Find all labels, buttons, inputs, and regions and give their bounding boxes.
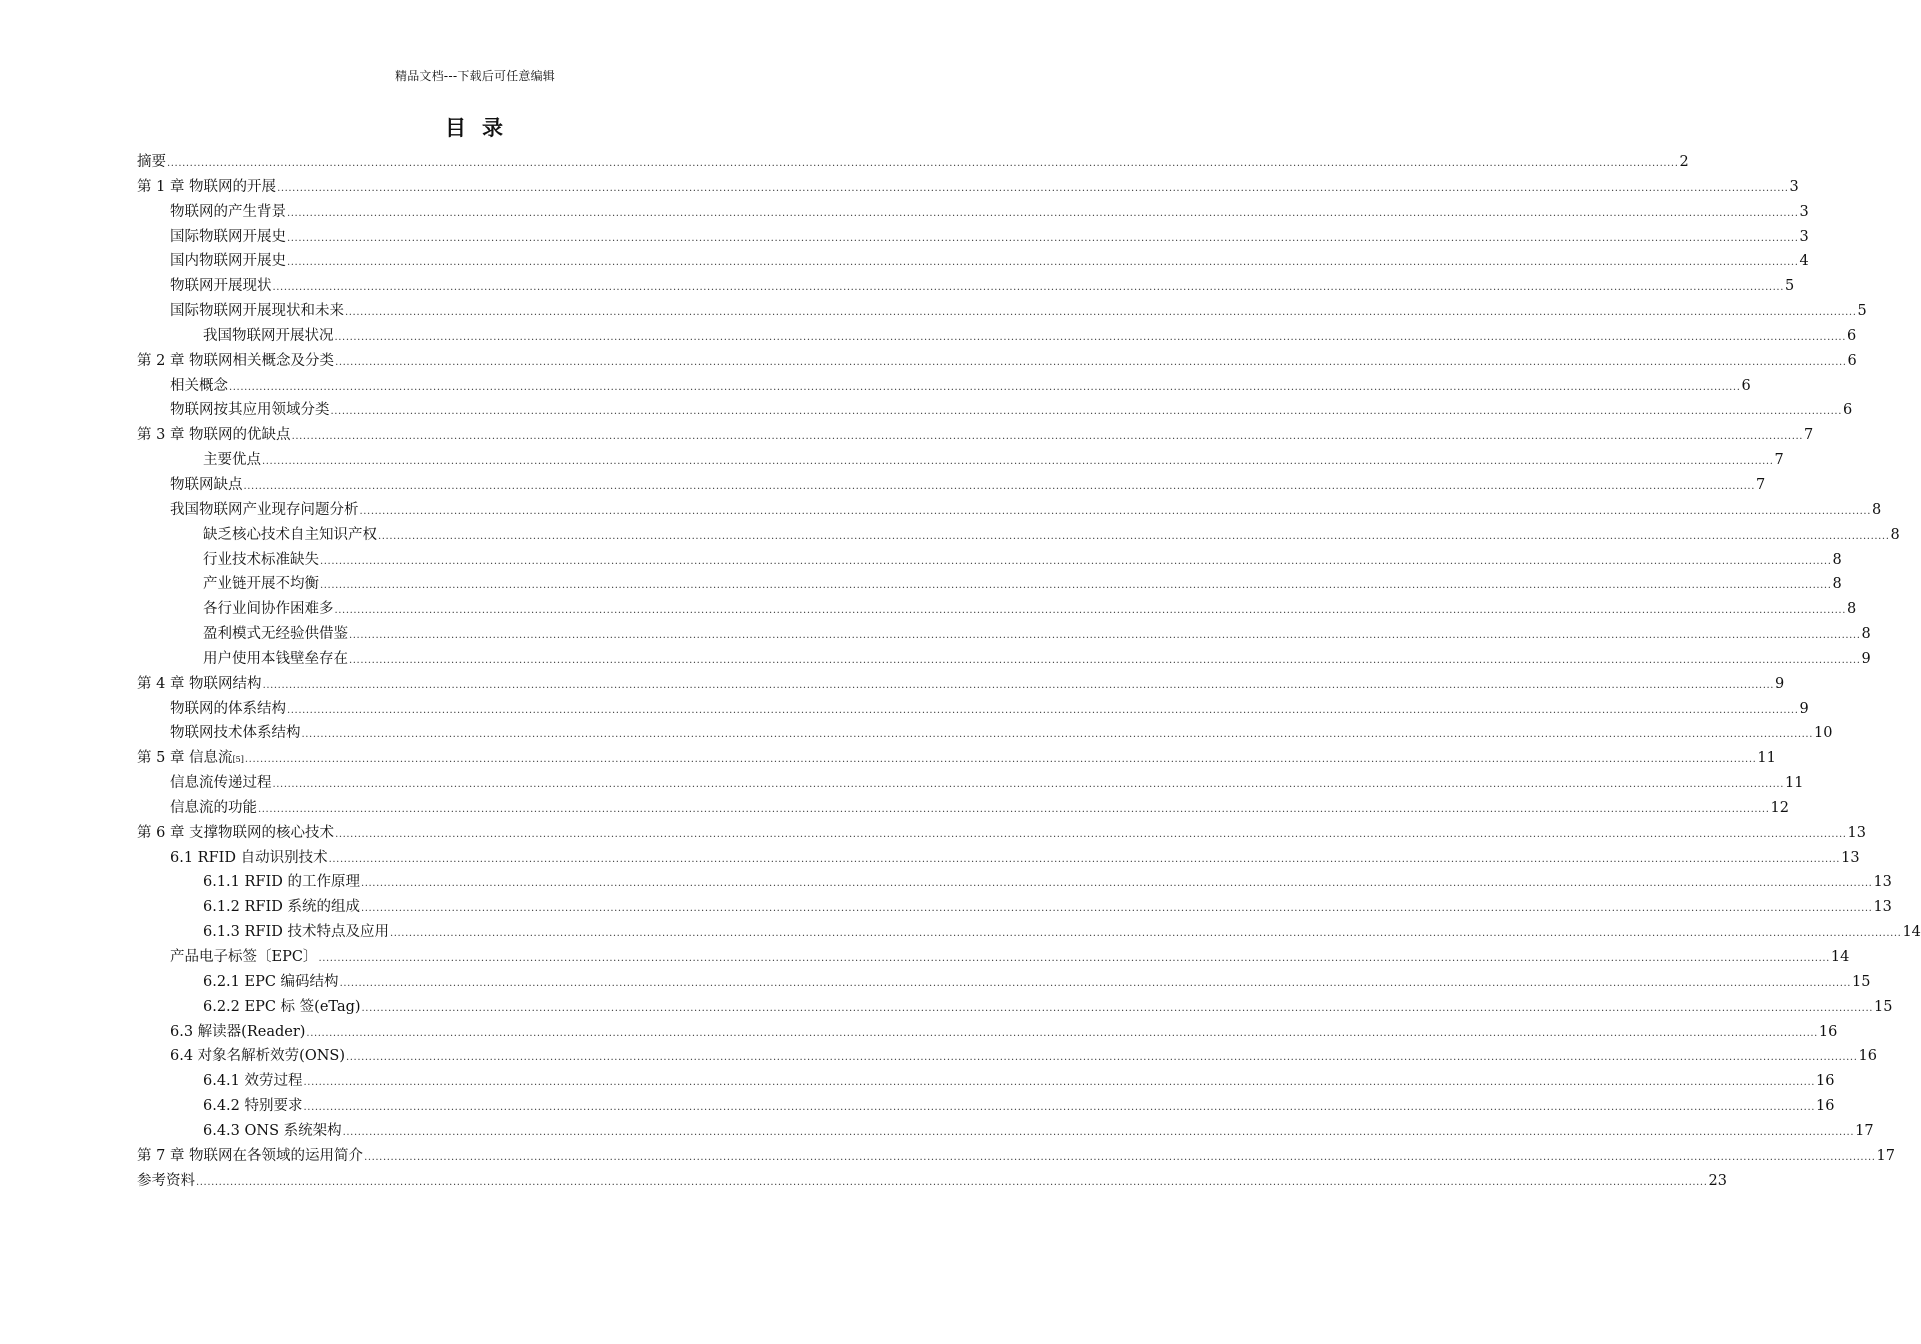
toc-entry-page-number: 8 [1861, 626, 1871, 643]
toc-entry-label: 物联网的体系结构 [170, 700, 286, 717]
toc-entry-label: 6.1.1 RFID 的工作原理 [203, 874, 360, 891]
dot-leader: ................................................................................................................................................................................................................................................................................................................................................................................................................ [243, 480, 1755, 492]
toc-entry-label: 用户使用本钱壁垒存在 [203, 650, 348, 667]
toc-entry-page-number: 16 [1818, 1023, 1838, 1040]
dot-leader: ................................................................................................................................................................................................................................................................................................................................................................................................................ [287, 257, 1799, 269]
toc-entry-page-number: 11 [1784, 775, 1804, 792]
dot-leader: ................................................................................................................................................................................................................................................................................................................................................................................................................ [328, 853, 1841, 865]
dot-leader: ................................................................................................................................................................................................................................................................................................................................................................................................................ [244, 754, 1757, 766]
toc-entry[interactable] [137, 622, 1871, 647]
toc-entry-page-number: 13 [1873, 874, 1892, 891]
toc-entry[interactable] [137, 970, 1871, 995]
toc-entry[interactable] [137, 697, 1809, 722]
dot-leader: ................................................................................................................................................................................................................................................................................................................................................................................................................ [262, 679, 1775, 691]
title-part-2: 录 [482, 116, 505, 140]
dot-leader: ................................................................................................................................................................................................................................................................................................................................................................................................................ [262, 456, 1774, 468]
toc-entry-page-number: 23 [1708, 1172, 1727, 1189]
toc-entry-label: 6.3 解读器(Reader) [170, 1023, 306, 1040]
dot-leader: ................................................................................................................................................................................................................................................................................................................................................................................................................ [360, 903, 1873, 915]
toc-entry-label: 相关概念 [170, 377, 228, 394]
toc-entry-label: 6.1 RFID 自动识别技术 [170, 849, 328, 866]
toc-entry-label: 6.4.2 特别要求 [203, 1098, 303, 1115]
toc-entry-label: 物联网的产生背景 [170, 203, 286, 220]
toc-entry-label: 6.2.2 EPC 标 签(eTag) [203, 998, 361, 1015]
toc-entry[interactable] [137, 473, 1766, 498]
toc-entry[interactable] [137, 821, 1866, 846]
dot-leader: ................................................................................................................................................................................................................................................................................................................................................................................................................ [272, 282, 1784, 294]
toc-entry-label: 盈利模式无经验供借鉴 [203, 626, 348, 643]
toc-entry-page-number: 11 [1757, 750, 1776, 767]
dot-leader: ................................................................................................................................................................................................................................................................................................................................................................................................................ [330, 406, 1842, 418]
toc-entry-page-number: 6 [1847, 352, 1857, 369]
toc-entry[interactable] [137, 846, 1860, 871]
toc-entry[interactable] [137, 225, 1809, 250]
toc-entry-page-number: 6 [1842, 402, 1853, 419]
dot-leader: ................................................................................................................................................................................................................................................................................................................................................................................................................ [272, 779, 1784, 791]
toc-entry-page-number: 16 [1816, 1098, 1835, 1115]
dot-leader: ................................................................................................................................................................................................................................................................................................................................................................................................................ [167, 158, 1679, 169]
toc-entry[interactable] [137, 895, 1892, 920]
toc-entry[interactable] [137, 1169, 1727, 1194]
toc-entry-label: 我国物联网产业现存问题分析 [170, 501, 359, 518]
toc-entry-label: 国际物联网开展史 [170, 228, 286, 245]
toc-entry[interactable] [137, 1044, 1877, 1069]
dot-leader: ................................................................................................................................................................................................................................................................................................................................................................................................................ [364, 1151, 1876, 1163]
toc-entry[interactable] [137, 175, 1799, 200]
dot-leader: ................................................................................................................................................................................................................................................................................................................................................................................................................ [349, 630, 1861, 642]
toc-entry[interactable] [137, 349, 1857, 374]
toc-entry-page-number: 3 [1799, 203, 1809, 220]
dot-leader: ................................................................................................................................................................................................................................................................................................................................................................................................................ [342, 1126, 1855, 1138]
toc-entry-label: 国内物联网开展史 [170, 253, 286, 270]
dot-leader: ................................................................................................................................................................................................................................................................................................................................................................................................................ [301, 729, 1813, 741]
dot-leader: ................................................................................................................................................................................................................................................................................................................................................................................................................ [258, 803, 1770, 815]
toc-entry-page-number: 6 [1846, 327, 1857, 344]
dot-leader: ................................................................................................................................................................................................................................................................................................................................................................................................................ [318, 953, 1830, 964]
toc-entry-page-number: 15 [1874, 998, 1893, 1015]
toc-entry[interactable] [137, 647, 1871, 672]
dot-leader: ................................................................................................................................................................................................................................................................................................................................................................................................................ [339, 977, 1852, 989]
toc-entry[interactable] [137, 597, 1857, 622]
toc-entry[interactable] [137, 299, 1867, 324]
toc-entry[interactable] [137, 721, 1833, 746]
dot-leader: ................................................................................................................................................................................................................................................................................................................................................................................................................ [335, 356, 1847, 368]
dot-leader: ................................................................................................................................................................................................................................................................................................................................................................................................................ [360, 878, 1873, 890]
toc-entry[interactable] [137, 1119, 1874, 1144]
toc-entry-page-number: 16 [1858, 1048, 1877, 1065]
dot-leader: ................................................................................................................................................................................................................................................................................................................................................................................................................ [361, 1002, 1874, 1014]
dot-leader: ................................................................................................................................................................................................................................................................................................................................................................................................................ [229, 381, 1741, 393]
dot-leader: ................................................................................................................................................................................................................................................................................................................................................................................................................ [303, 1102, 1815, 1114]
toc-entry-page-number: 6 [1741, 377, 1751, 394]
toc-entry-label: 6.2.1 EPC 编码结构 [203, 973, 339, 990]
title-part-1: 目 [445, 116, 468, 140]
toc-entry-label: 产品电子标签〔EPC〕 [170, 949, 318, 965]
toc-entry[interactable] [137, 870, 1892, 895]
toc-entry-label: 第 6 章 支撑物联网的核心技术 [137, 824, 335, 841]
toc-entry[interactable] [137, 398, 1853, 423]
toc-entry-page-number: 15 [1852, 973, 1871, 990]
toc-entry-label: 信息流传递过程 [170, 775, 272, 792]
toc-entry-label: 第 5 章 信息流 [137, 750, 233, 767]
toc-entry-label: 参考资料 [137, 1172, 195, 1189]
dot-leader: ................................................................................................................................................................................................................................................................................................................................................................................................................ [320, 580, 1832, 592]
dot-leader: ................................................................................................................................................................................................................................................................................................................................................................................................................ [378, 530, 1890, 542]
toc-entry-page-number: 12 [1770, 799, 1789, 816]
toc-entry-label: 行业技术标准缺失 [203, 551, 319, 568]
toc-entry[interactable] [137, 150, 1689, 175]
toc-entry-page-number: 7 [1755, 476, 1766, 493]
toc-entry-label: 物联网开展现状 [170, 278, 272, 295]
toc-entry-label: 6.4 对象名解析效劳(ONS) [170, 1048, 345, 1065]
toc-entry-page-number: 8 [1832, 551, 1842, 568]
toc-entry[interactable] [137, 945, 1850, 970]
toc-entry-page-number: 8 [1846, 601, 1857, 618]
toc-entry-label: 物联网技术体系结构 [170, 725, 301, 742]
toc-entry-label: 我国物联网开展状况 [203, 327, 334, 344]
dot-leader: ................................................................................................................................................................................................................................................................................................................................................................................................................ [196, 1176, 1708, 1188]
toc-entry[interactable] [137, 523, 1900, 548]
toc-entry-label: 第 2 章 物联网相关概念及分类 [137, 352, 335, 369]
toc-entry-page-number: 4 [1799, 253, 1809, 270]
dot-leader: ................................................................................................................................................................................................................................................................................................................................................................................................................ [334, 605, 1846, 617]
toc-entry-label: 信息流的功能 [170, 799, 257, 816]
toc-entry[interactable] [137, 324, 1857, 349]
toc-entry-page-number: 17 [1876, 1147, 1895, 1164]
toc-entry-page-number: 5 [1857, 303, 1867, 320]
toc-entry-label: 6.1.3 RFID 技术特点及应用 [203, 924, 389, 941]
toc-entry-page-number: 8 [1871, 501, 1882, 518]
toc-entry-page-number: 13 [1841, 849, 1860, 866]
dot-leader: ................................................................................................................................................................................................................................................................................................................................................................................................................ [389, 928, 1902, 940]
toc-entry-page-number: 16 [1816, 1073, 1835, 1090]
toc-entry-label: 国际物联网开展现状和未来 [170, 303, 344, 320]
dot-leader: ................................................................................................................................................................................................................................................................................................................................................................................................................ [287, 232, 1799, 244]
toc-entry-page-number: 10 [1813, 725, 1833, 742]
toc-entry-page-number: 9 [1799, 700, 1809, 717]
dot-leader: ................................................................................................................................................................................................................................................................................................................................................................................................................ [334, 331, 1846, 343]
dot-leader: ................................................................................................................................................................................................................................................................................................................................................................................................................ [287, 207, 1799, 219]
toc-entry[interactable] [137, 995, 1893, 1020]
dot-leader: ................................................................................................................................................................................................................................................................................................................................................................................................................ [335, 828, 1847, 840]
dot-leader: ................................................................................................................................................................................................................................................................................................................................................................................................................ [359, 505, 1871, 517]
toc-entry-page-number: 9 [1861, 650, 1871, 667]
toc-entry-label: 第 1 章 物联网的开展 [137, 178, 277, 195]
toc-entry-label: 缺乏核心技术自主知识产权 [203, 526, 377, 543]
table-of-contents [137, 150, 1921, 1193]
toc-entry-label: 各行业间协作困难多 [203, 601, 334, 618]
toc-entry-page-number: 7 [1804, 427, 1814, 444]
toc-entry-page-number: 14 [1830, 949, 1850, 965]
toc-entry-page-number: 13 [1873, 899, 1892, 916]
dot-leader: ................................................................................................................................................................................................................................................................................................................................................................................................................ [346, 1052, 1858, 1064]
toc-entry[interactable] [137, 423, 1814, 448]
dot-leader: ................................................................................................................................................................................................................................................................................................................................................................................................................ [303, 1077, 1815, 1089]
dot-leader: ................................................................................................................................................................................................................................................................................................................................................................................................................ [291, 431, 1804, 443]
toc-entry[interactable] [137, 1069, 1835, 1094]
toc-entry-label: 第 4 章 物联网结构 [137, 675, 262, 692]
toc-entry[interactable] [137, 1094, 1835, 1119]
toc-entry-label: 产业链开展不均衡 [203, 576, 319, 593]
toc-entry-label: 第 7 章 物联网在各领域的运用简介 [137, 1147, 364, 1164]
toc-entry-page-number: 8 [1890, 526, 1900, 543]
page-title [0, 112, 950, 142]
toc-entry-page-number: 8 [1832, 576, 1842, 593]
toc-entry-label: 第 3 章 物联网的优缺点 [137, 427, 291, 444]
toc-entry-page-number: 9 [1775, 675, 1785, 692]
toc-entry-page-number: 14 [1902, 924, 1921, 941]
toc-entry[interactable] [137, 498, 1882, 523]
dot-leader: ................................................................................................................................................................................................................................................................................................................................................................................................................ [320, 555, 1832, 567]
toc-entry-page-number: 2 [1679, 154, 1689, 170]
toc-entry[interactable] [137, 1144, 1895, 1169]
toc-entry-label: 主要优点 [203, 452, 261, 469]
dot-leader: ................................................................................................................................................................................................................................................................................................................................................................................................................ [277, 182, 1789, 194]
toc-entry[interactable] [137, 374, 1751, 399]
toc-entry[interactable] [137, 448, 1784, 473]
toc-entry-label: 6.1.2 RFID 系统的组成 [203, 899, 360, 916]
toc-entry[interactable] [137, 548, 1842, 573]
toc-entry-label: 物联网按其应用领域分类 [170, 402, 330, 419]
toc-entry-page-number: 3 [1789, 178, 1799, 195]
toc-entry-label: 6.4.3 ONS 系统架构 [203, 1122, 342, 1139]
toc-entry-page-number: 7 [1774, 452, 1784, 469]
toc-entry-page-number: 3 [1799, 228, 1809, 245]
toc-entry[interactable] [137, 672, 1785, 697]
toc-entry-page-number: 5 [1784, 278, 1795, 295]
toc-entry[interactable] [137, 1020, 1838, 1045]
toc-entry[interactable] [137, 572, 1842, 597]
toc-entry[interactable]: 第 5 章 信息流 [5] ................................................................................................................................................................................................................................................................................................................................................................................................................ 11 [137, 746, 861, 771]
page-header: 精品文档---下载后可任意编辑 [395, 69, 555, 83]
dot-leader: ................................................................................................................................................................................................................................................................................................................................................................................................................ [349, 654, 1861, 666]
dot-leader: ................................................................................................................................................................................................................................................................................................................................................................................................................ [306, 1027, 1818, 1039]
dot-leader: ................................................................................................................................................................................................................................................................................................................................................................................................................ [287, 704, 1799, 716]
toc-entry[interactable] [137, 796, 1789, 821]
toc-entry-page-number: 13 [1847, 824, 1866, 841]
toc-entry-label: 物联网缺点 [170, 476, 243, 493]
toc-entry-page-number: 17 [1855, 1122, 1874, 1139]
toc-entry[interactable] [137, 200, 1809, 225]
toc-entry[interactable] [137, 249, 1809, 274]
toc-entry[interactable] [137, 920, 1921, 945]
dot-leader: ................................................................................................................................................................................................................................................................................................................................................................................................................ [345, 307, 1857, 319]
toc-entry[interactable] [137, 274, 1795, 299]
toc-entry-label: 6.4.1 效劳过程 [203, 1073, 303, 1090]
toc-entry-label: 摘要 [137, 154, 166, 170]
toc-entry[interactable] [137, 771, 1804, 796]
